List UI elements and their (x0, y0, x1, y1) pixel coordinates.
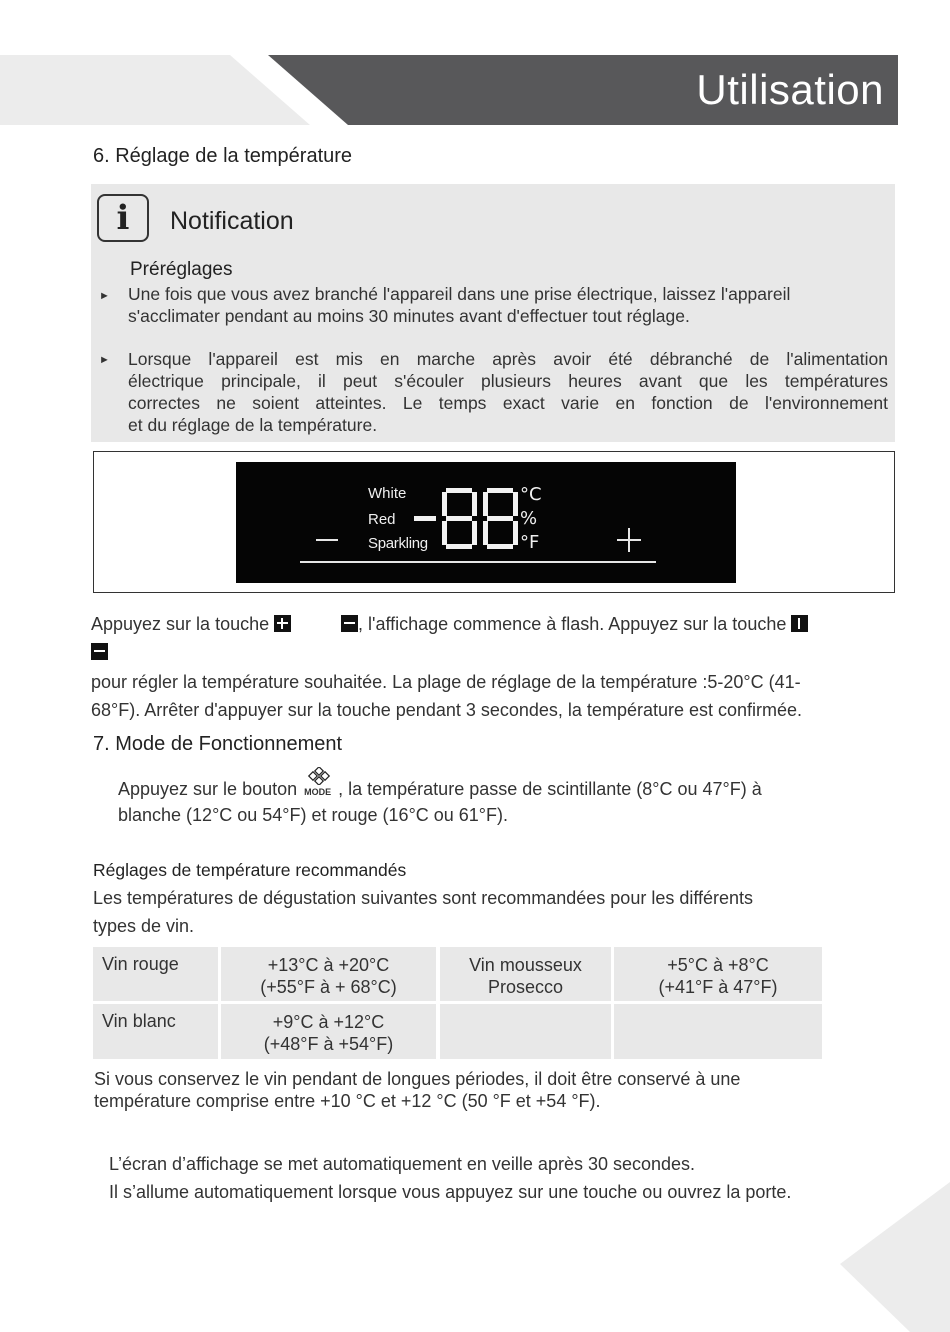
instruction-line-1 (91, 614, 291, 635)
recommended-title: Réglages de température recommandés (93, 860, 407, 880)
presets-heading: Préréglages (130, 259, 233, 280)
instruction-minus-icon-row (91, 642, 108, 663)
standby-line-2: Il s’allume automatiquement lorsque vous appuyez sur une touche ou ouvrez la porte. (109, 1182, 792, 1202)
storage-note-line-2: température comprise entre +10 °C et +12 °C (50 °F et +54 °F). (94, 1091, 601, 1111)
minus-key-icon (341, 615, 358, 632)
instruction-line-1b (341, 614, 808, 635)
recommended-intro-2: types de vin. (93, 916, 195, 936)
bullet-2-line-4: et du réglage de la température. (128, 415, 378, 435)
table-cell-empty (614, 1004, 822, 1059)
bullet-icon: ► (99, 290, 110, 302)
display-underline (300, 561, 656, 563)
section-6-title: 6. Réglage de la température (93, 145, 353, 167)
table-cell (93, 947, 218, 1001)
bullet-1-line-2: s'acclimater pendant au moins 30 minutes avant d'effectuer tout réglage. (128, 306, 690, 326)
plus-key-icon (791, 615, 808, 632)
mode-label-red: Red (368, 511, 396, 528)
bullet-2-line-2: électrique principale, il peut s'écouler plusieurs heures avant que les températures (128, 371, 888, 391)
bullet-1-line-1: Une fois que vous avez branché l'appareil dans une prise électrique, laissez l'appareil (128, 284, 791, 304)
table-cell-empty (440, 1004, 611, 1059)
page-title: Utilisation (696, 66, 884, 113)
mode-icon-label: MODE (304, 787, 332, 797)
instruction-line-3: 68°F). Arrêter d'appuyer sur la touche pendant 3 secondes, la température est confirmée. (91, 700, 803, 720)
mode-text-b: , la température passe de scintillante (8°C ou 47°F) à (338, 779, 762, 799)
mode-label-white: White (368, 485, 407, 502)
mode-line-2: blanche (12°C ou 54°F) et rouge (16°C ou 61°F). (118, 805, 508, 825)
instruction-text-a: Appuyez sur la touche (91, 614, 270, 634)
bullet-2-line-3: correctes ne soient atteintes. Le temps exact varie en fonction de l'environnement (128, 393, 888, 413)
wine-name-sub: Prosecco (487, 977, 564, 997)
recommended-intro-1: Les températures de dégustation suivantes sont recommandées pour les différents (93, 888, 754, 908)
minus-key[interactable] (316, 539, 338, 541)
temp-fahrenheit: (+48°F à +54°F) (263, 1034, 394, 1054)
temp-fahrenheit: (+41°F à 47°F) (658, 977, 778, 997)
mode-label-sparkling: Sparkling (368, 535, 428, 552)
info-icon: i (97, 194, 149, 242)
unit-fahrenheit: °F (520, 532, 540, 553)
wine-name: Vin blanc (102, 1011, 176, 1031)
table-cell (221, 1004, 436, 1059)
plus-key-icon (274, 615, 291, 632)
bullet-2-line-1: Lorsque l'appareil est mis en marche après avoir été débranché de l'alimentation (128, 349, 888, 369)
temp-celsius: +9°C à +12°C (272, 1012, 385, 1032)
table-cell (93, 1004, 218, 1059)
table-cell (221, 947, 436, 1001)
temperature-digits (410, 486, 520, 552)
mode-text-a: Appuyez sur le bouton (118, 779, 298, 799)
unit-percent: % (520, 508, 538, 529)
temp-celsius: +5°C à +8°C (667, 955, 769, 975)
table-cell (614, 947, 822, 1001)
section-7-title: 7. Mode de Fonctionnement (93, 733, 343, 755)
table-cell (440, 947, 611, 1001)
mode-line-1 (118, 775, 762, 800)
storage-note-line-1: Si vous conservez le vin pendant de longues périodes, il doit être conservé à une (94, 1069, 741, 1089)
notification-title: Notification (170, 207, 294, 235)
standby-line-1: L’écran d’affichage se met automatiquement en veille après 30 secondes. (109, 1154, 696, 1174)
page-corner-decoration (840, 1182, 950, 1332)
storage-note (94, 1068, 740, 1112)
unit-celsius: °C (520, 484, 542, 505)
plus-key-vertical[interactable] (628, 528, 630, 552)
mode-button-icon (302, 775, 338, 799)
temp-celsius: +13°C à +20°C (267, 955, 390, 975)
wine-name: Vin mousseux (469, 955, 582, 975)
bullet-icon: ► (99, 354, 110, 366)
instruction-line-2: pour régler la température souhaitée. La plage de réglage de la température :5-20°C (41- (91, 672, 801, 692)
minus-key-icon (91, 643, 108, 660)
wine-name: Vin rouge (102, 954, 179, 974)
temp-fahrenheit: (+55°F à + 68°C) (260, 977, 397, 997)
instruction-text-b: , l'affichage commence à flash. Appuyez sur la touche (358, 614, 787, 634)
